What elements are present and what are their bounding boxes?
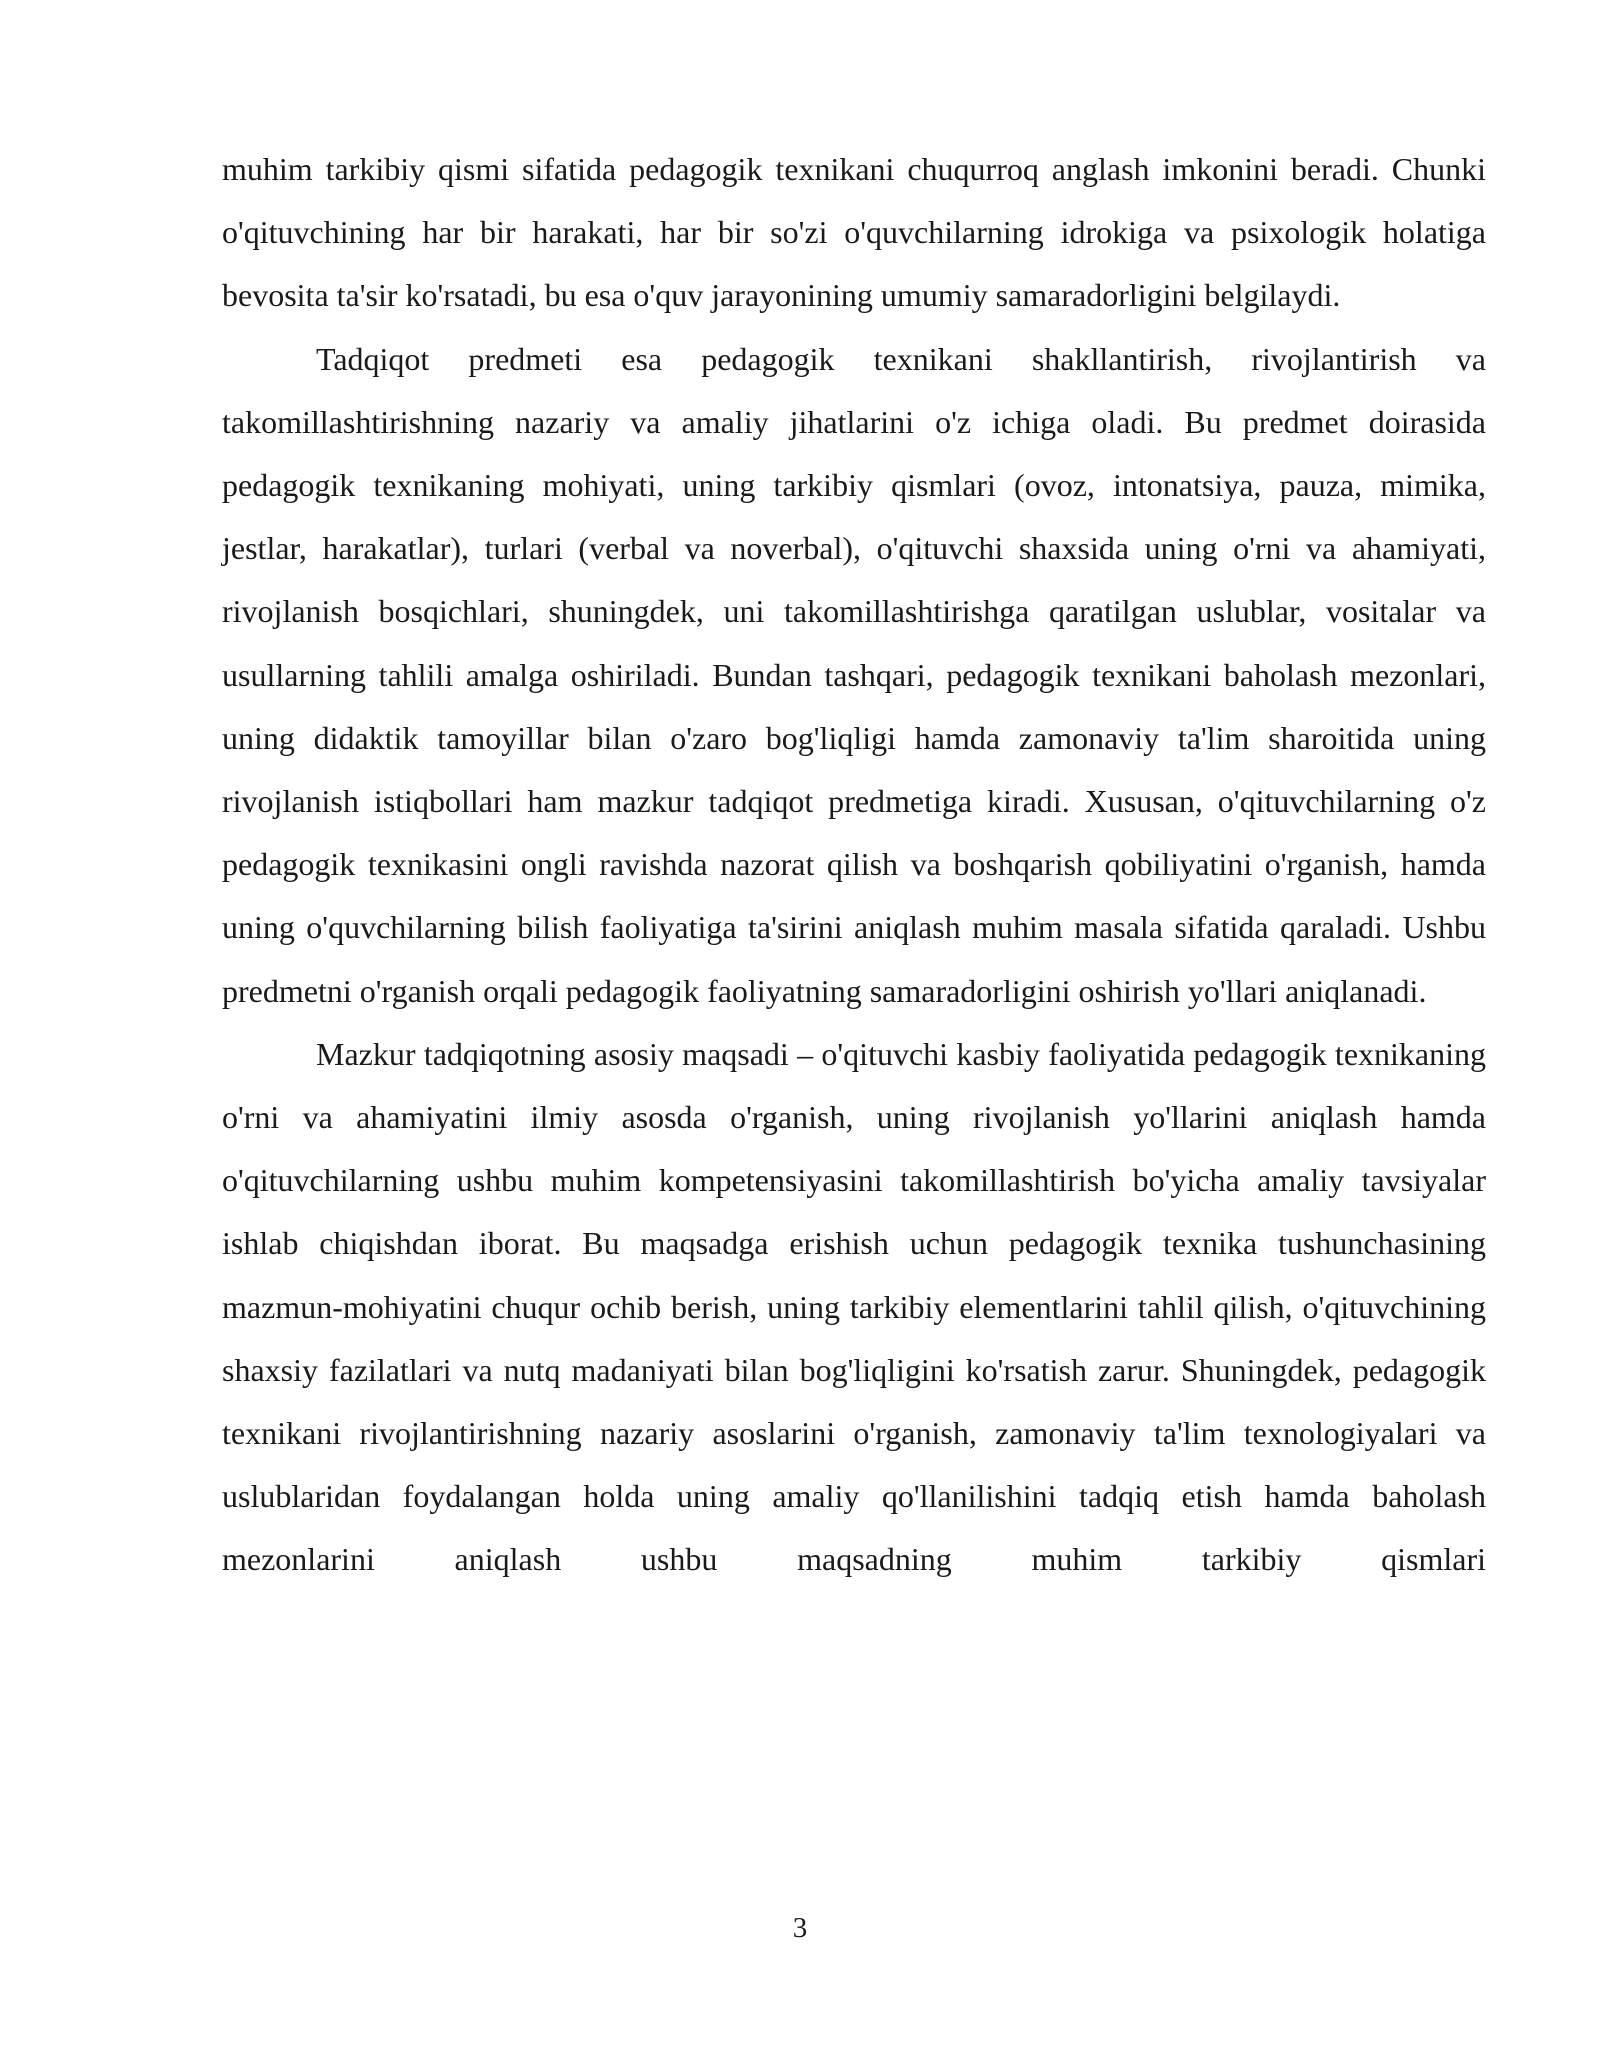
paragraph-research-subject: Tadqiqot predmeti esa pedagogik texnikani shakllantirish, rivojlantirish va takomillashtirishning nazariy va amaliy jihatlarini o'z ichiga oladi. Bu predmet doirasida pedagogik texnikaning mohiyati, uning tarkibiy qismlari (ovoz, intonatsiya, pauza, mimika, jestlar, harakatlar), turlari (verbal va noverbal), o'qituvchi shaxsida uning o'rni va ahamiyati, rivojlanish bosqichlari, shuningdek, uni takomillashtirishga qaratilgan uslublar, vositalar va usullarning tahlili amalga oshiriladi. Bundan tashqari, pedagogik texnikani baholash mezonlari, uning didaktik tamoyillar bilan o'zaro bog'liqligi hamda zamonaviy ta'lim sharoitida uning rivojlanish istiqbollari ham mazkur tadqiqot predmetiga kiradi. Xususan, o'qituvchilarning o'z pedagogik texnikasini ongli ravishda nazorat qilish va boshqarish qobiliyatini o'rganish, hamda uning o'quvchilarning bilish faoliyatiga ta'sirini aniqlash muhim masala sifatida qaraladi. Ushbu predmetni o'rganish orqali pedagogik faoliyatning samaradorligini oshirish yo'llari aniqlanadi. — [222, 340, 1486, 1009]
paragraph-continuation: muhim tarkibiy qismi sifatida pedagogik texnikani chuqurroq anglash imkonini beradi. Chunki o'qituvchining har bir harakati, har bir so'zi o'quvchilarning idrokiga va psixologik holatiga bevosita ta'sir ko'rsatadi, bu esa o'quv jarayonining umumiy samaradorligini belgilaydi. — [222, 151, 1486, 314]
page-number: 3 — [792, 1912, 808, 1944]
document-body — [222, 138, 1486, 1592]
paragraph-research-goal: Mazkur tadqiqotning asosiy maqsadi – o'qituvchi kasbiy faoliyatida pedagogik texnikaning o'rni va ahamiyatini ilmiy asosda o'rganish, uning rivojlanish yo'llarini aniqlash hamda o'qituvchilarning ushbu muhim kompetensiyasini takomillashtirish bo'yicha amaliy tavsiyalar ishlab chiqishdan iborat. Bu maqsadga erishish uchun pedagogik texnika tushunchasining mazmun-mohiyatini chuqur ochib berish, uning tarkibiy elementlarini tahlil qilish, o'qituvchining shaxsiy fazilatlari va nutq madaniyati bilan bog'liqligini ko'rsatish zarur. Shuningdek, pedagogik texnikani rivojlantirishning nazariy asoslarini o'rganish, zamonaviy ta'lim texnologiyalari va uslublaridan foydalangan holda uning amaliy qo'llanilishini tadqiq etish hamda baholash mezonlarini aniqlash ushbu maqsadning muhim tarkibiy qismlari — [222, 1035, 1486, 1578]
